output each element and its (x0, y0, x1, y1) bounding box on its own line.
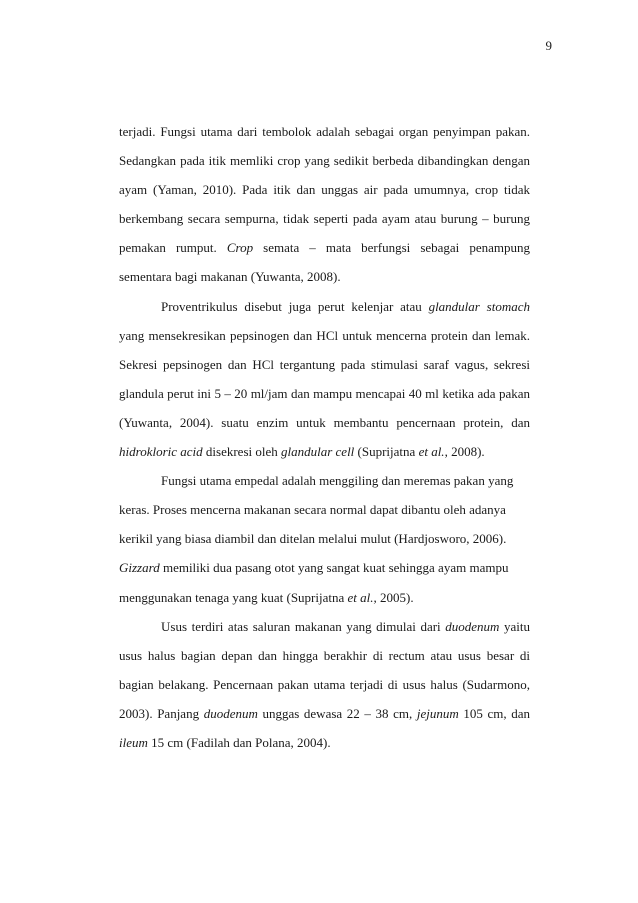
text-run: yang mensekresikan pepsinogen dan HCl untuk mencerna protein dan lemak. Sekresi pepsinogen dan HCl tergantung pada stimulasi saraf vagus, sekresi glandula perut ini 5 – 20 ml/jam dan mampu mencapai 40 ml ketika ada pakan (Yuwanta, 2004). suatu enzim untuk membantu pencernaan protein, dan (119, 327, 530, 430)
text-run: yaitu usus halus bagian depan dan hingga berakhir di rectum atau usus besar di bagian belakang. Pencernaan pakan utama terjadi di usus halus (Sudarmono, 2003). Panjang (119, 618, 530, 721)
italic-text-run: Gizzard (119, 560, 160, 576)
italic-text-run: et al., (347, 589, 377, 605)
italic-text-run: duodenum (445, 618, 500, 634)
paragraph (119, 292, 530, 467)
text-run: Fungsi utama empedal adalah menggiling dan meremas pakan yang keras. Proses mencerna makanan secara normal dapat dibantu oleh adanya kerikil yang biasa diambil dan ditelan melalui mulut (Hardjosworo, 2006). (119, 473, 514, 547)
italic-text-run: et al. (418, 444, 445, 460)
italic-text-run: jejunum (416, 705, 459, 721)
body-text (119, 117, 530, 757)
text-run: disekresi oleh (202, 444, 281, 460)
paragraph (119, 466, 530, 611)
paragraph (119, 117, 530, 292)
paragraph (119, 612, 530, 757)
text-run: terjadi. Fungsi utama dari tembolok adalah sebagai organ penyimpan pakan. Sedangkan pada itik memliki crop yang sedikit berbeda dibandingkan dengan ayam (Yaman, 2010). Pada itik dan unggas air pada umumnya, crop tidak berkembang secara sempurna, tidak seperti pada ayam atau burung – burung pemakan rumput. (119, 124, 530, 256)
text-run: (Suprijatna (354, 444, 419, 460)
italic-text-run: Crop (226, 240, 254, 256)
italic-text-run: glandular cell (281, 444, 355, 460)
italic-text-run: duodenum (203, 705, 258, 721)
italic-text-run: ileum (119, 734, 148, 750)
text-run: Proventrikulus disebut juga perut kelenjar atau (161, 298, 429, 314)
text-run: semata – mata berfungsi sebagai penampung sementara bagi makanan (Yuwanta, 2008). (119, 240, 530, 285)
text-run: Usus terdiri atas saluran makanan yang dimulai dari (161, 618, 446, 634)
text-run: 105 cm, dan (458, 705, 531, 721)
page-number: 9 (545, 38, 552, 53)
text-run: unggas dewasa 22 – 38 cm, (257, 705, 417, 721)
text-run: 2005). (376, 589, 414, 605)
italic-text-run: glandular stomach (428, 298, 530, 314)
text-run: memiliki dua pasang otot yang sangat kuat sehingga ayam mampu menggunakan tenaga yang kuat (Suprijatna (119, 560, 509, 605)
text-run: 15 cm (Fadilah dan Polana, 2004). (147, 734, 331, 750)
text-run: , 2008). (444, 444, 485, 460)
italic-text-run: hidrokloric acid (119, 444, 203, 460)
